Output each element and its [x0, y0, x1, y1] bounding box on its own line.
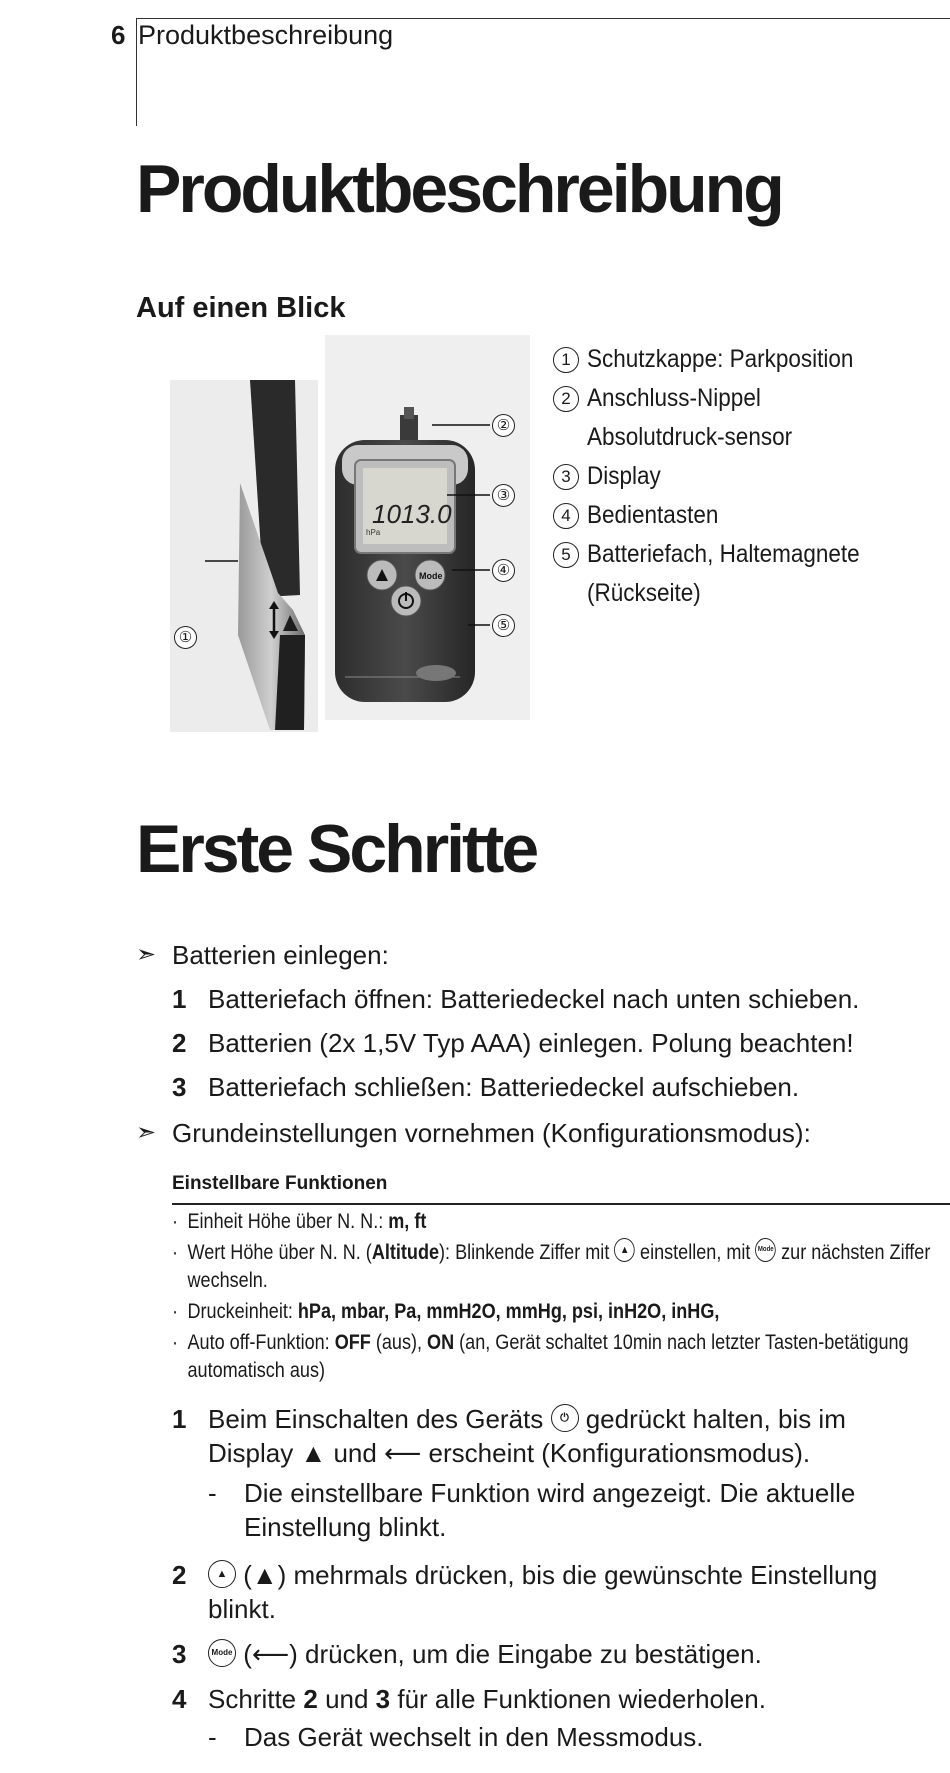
subsection-title: Auf einen Blick [136, 292, 346, 324]
legend-item [553, 379, 933, 457]
legend-number: 2 [553, 386, 579, 412]
config-step-2: 2 ▲ (▲) mehrmals drücken, bis die gewünschte Einstellung blinkt. [172, 1560, 878, 1624]
legend-text: Display [587, 462, 661, 490]
legend-text: Bedientasten [587, 501, 719, 529]
header-divider-vertical [136, 18, 137, 126]
arrow-icon: ➣ [136, 941, 157, 968]
up-triangle-icon: ▲ [251, 1560, 278, 1590]
battery-step [172, 982, 932, 1016]
function-item: · Druckeinheit: hPa, mbar, Pa, mmH2O, mmHg, psi, inH2O, inHG, [172, 1300, 720, 1323]
device-figure [160, 335, 532, 735]
config-step-3: 3 Mode (⟵) drücken, um die Eingabe zu bestätigen. [172, 1639, 762, 1669]
figure-legend [553, 340, 933, 613]
device-illustration [160, 335, 532, 735]
step-text: Batterien (2x 1,5V Typ AAA) einlegen. Polung beachten! [208, 1028, 854, 1058]
instruction-config [136, 1118, 811, 1149]
arrow-icon: ➣ [136, 1119, 157, 1146]
step-text: Batteriefach schließen: Batteriedeckel aufschieben. [208, 1072, 800, 1102]
functions-list [172, 1208, 942, 1388]
legend-text: Schutzkappe: Parkposition [587, 345, 854, 373]
legend-number: 1 [553, 347, 579, 373]
battery-step [172, 1026, 932, 1060]
config-step-1-result: - Die einstellbare Funktion wird angezeigt. Die aktuelle Einstellung blinkt. [208, 1478, 856, 1542]
step-number: 3 [172, 1072, 187, 1102]
function-item: · Wert Höhe über N. N. (Altitude): Blinkende Ziffer mit ▲ einstellen, mit Mode zur nächsten Ziffer wechseln. [172, 1239, 942, 1295]
section-title-produktbeschreibung: Produktbeschreibung [136, 151, 782, 227]
functions-table-title: Einstellbare Funktionen [172, 1173, 388, 1194]
callout-3: ③ [492, 484, 515, 507]
enter-arrow-icon: ⟵ [384, 1438, 422, 1468]
callout-4: ④ [492, 559, 515, 582]
up-triangle-icon: ▲ [300, 1438, 327, 1468]
config-step-1: 1 Beim Einschalten des Geräts ⏻ gedrückt halten, bis im Display ▲ und ⟵ erscheint (Konfigurationsmodus). [172, 1404, 846, 1468]
step-number: 2 [172, 1028, 187, 1058]
header-divider-horizontal [136, 18, 950, 19]
instruction-batteries [136, 940, 389, 971]
legend-item [553, 340, 933, 379]
legend-item [553, 457, 933, 496]
instruction-heading: Grundeinstellungen vornehmen (Konfigurationsmodus): [172, 1118, 811, 1148]
instruction-heading: Batterien einlegen: [172, 940, 389, 970]
mode-button-label: Mode [419, 571, 443, 581]
legend-item [553, 496, 933, 535]
legend-text: Anschluss-Nippel Absolutdruck-sensor [587, 384, 793, 451]
up-button-icon: ▲ [208, 1560, 236, 1588]
mode-button-icon: Mode [208, 1639, 236, 1667]
power-button-icon: ⏻ [551, 1404, 579, 1432]
enter-arrow-icon: ⟵ [251, 1639, 290, 1669]
legend-text: Batteriefach, Haltemagnete (Rückseite) [587, 540, 860, 607]
legend-number: 4 [553, 503, 579, 529]
function-item: · Einheit Höhe über N. N.: m, ft [172, 1210, 427, 1233]
config-step-4-result: - Das Gerät wechselt in den Messmodus. [208, 1722, 704, 1752]
table-rule [172, 1203, 950, 1205]
running-title: Produktbeschreibung [138, 20, 394, 50]
battery-step [172, 1070, 932, 1104]
function-item: · Auto off-Funktion: OFF (aus), ON (an, Gerät schaltet 10min nach letzter Tasten-betätigung automatisch aus) [172, 1331, 909, 1382]
page-number: 6 [111, 20, 126, 50]
config-step-4: 4 Schritte 2 und 3 für alle Funktionen wiederholen. [172, 1684, 766, 1714]
callout-1: ① [174, 626, 197, 649]
step-text: Batteriefach öffnen: Batteriedeckel nach unten schieben. [208, 984, 860, 1014]
mode-button-icon: Mode [755, 1238, 776, 1262]
display-unit: hPa [366, 528, 381, 537]
legend-item [553, 535, 933, 613]
legend-number: 3 [553, 464, 579, 490]
step-number: 1 [172, 984, 187, 1014]
callout-5: ⑤ [492, 614, 515, 637]
section-title-erste-schritte: Erste Schritte [136, 811, 537, 887]
legend-number: 5 [553, 542, 579, 568]
up-button-icon: ▲ [614, 1238, 635, 1262]
display-reading: 1013.0 [372, 499, 452, 529]
callout-2: ② [492, 414, 515, 437]
